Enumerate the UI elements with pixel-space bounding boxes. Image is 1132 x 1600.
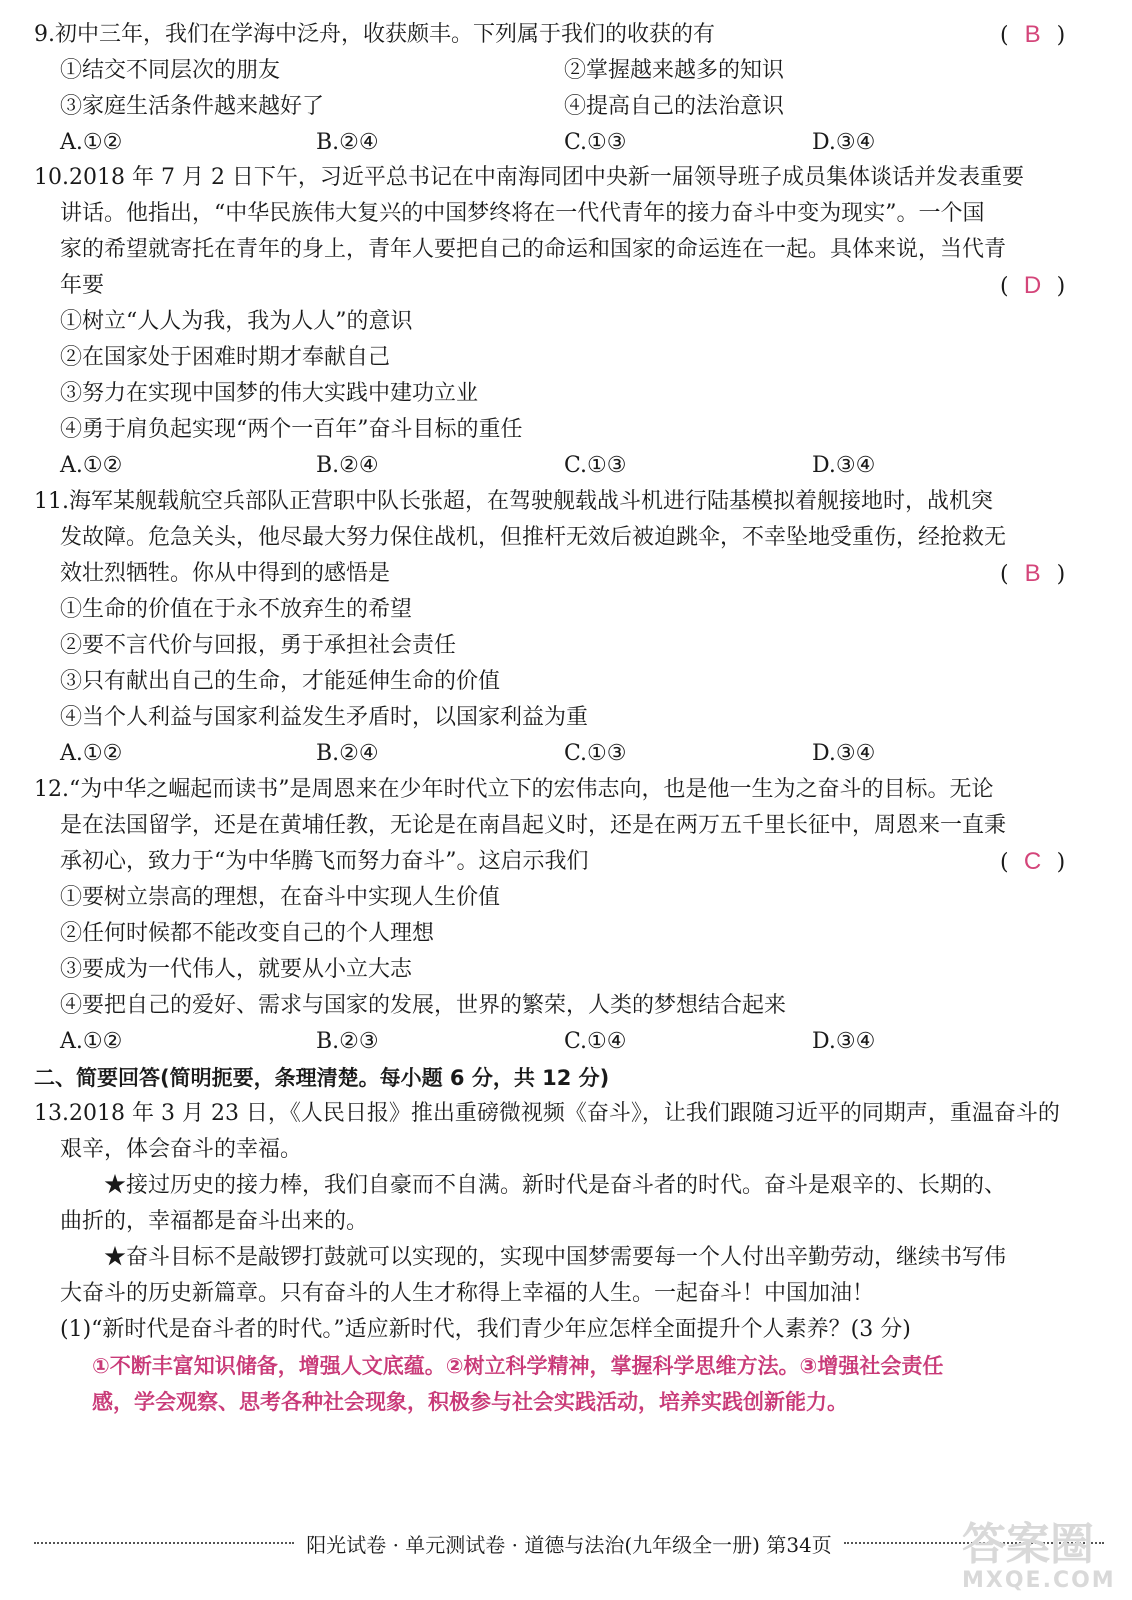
- watermark-logo: [962, 1519, 1116, 1593]
- q11-stem-line-2: 发故障。危急关头，他尽最大努力保住战机，但推杆无效后被迫跳伞，不幸坠地受重伤，经抢救无: [60, 525, 1007, 550]
- q13-para1-line-2: 曲折的，幸福都是奋斗出来的。: [60, 1209, 369, 1234]
- q12-option-c: C.①④: [564, 1029, 627, 1054]
- q11-stem-line-3: 效壮烈牺牲。你从中得到的感悟是: [60, 561, 391, 586]
- q12-stem-line-2: 是在法国留学，还是在黄埔任教，无论是在南昌起义时，还是在两万五千里长征中，周恩来一直秉: [60, 813, 1007, 838]
- watermark-url: MXQE.COM: [962, 1568, 1116, 1593]
- q9-item-2: ②掌握越来越多的知识: [564, 58, 785, 83]
- q11-option-c: C.①③: [564, 741, 627, 766]
- footer-text: 阳光试卷 · 单元测试卷 · 道德与法治(九年级全一册) 第34页: [306, 1532, 832, 1557]
- page-footer: [34, 1528, 1104, 1558]
- q10-stem-line-2: 讲话。他指出，“中华民族伟大复兴的中国梦终将在一代代青年的接力奋斗中变为现实”。一个国: [60, 201, 985, 226]
- paren-close: ): [1056, 274, 1066, 299]
- q12-option-a: A.①②: [60, 1029, 123, 1054]
- q9-answer-slot: [1000, 20, 1100, 51]
- q11-stem-line-1: 11.海军某舰载航空兵部队正营职中队长张超，在驾驶舰载战斗机进行陆基模拟着舰接地时，战机突: [34, 489, 993, 514]
- q9-item-4: ④提高自己的法治意识: [564, 94, 785, 119]
- q12-option-d: D.③④: [812, 1029, 876, 1054]
- q10-option-c: C.①③: [564, 453, 627, 478]
- q13-para2-line-1: ★奋斗目标不是敲锣打鼓就可以实现的，实现中国梦需要每一个人付出辛勤劳动，继续书写伟: [104, 1245, 1007, 1270]
- q12-item-4: ④要把自己的爱好、需求与国家的发展，世界的繁荣，人类的梦想结合起来: [60, 993, 787, 1018]
- q13-answer-line-1: ①不断丰富知识储备，增强人文底蕴。②树立科学精神，掌握科学思维方法。③增强社会责任: [92, 1354, 944, 1378]
- q9-option-d: D.③④: [812, 130, 876, 155]
- q13-subquestion-1: (1)“新时代是奋斗者的时代。”适应新时代，我们青少年应怎样全面提升个人素养？(3 分): [60, 1317, 911, 1342]
- q13-stem-line-2: 艰辛，体会奋斗的幸福。: [60, 1137, 303, 1162]
- section-heading: 二、简要回答(简明扼要，条理清楚。每小题 6 分，共 12 分): [34, 1066, 610, 1090]
- q12-option-b: B.②③: [316, 1029, 379, 1054]
- q13-para2-line-2: 大奋斗的历史新篇章。只有奋斗的人生才称得上幸福的人生。一起奋斗！中国加油！: [60, 1281, 875, 1306]
- q11-option-d: D.③④: [812, 741, 876, 766]
- q12-item-1: ①要树立崇高的理想，在奋斗中实现人生价值: [60, 885, 501, 910]
- q12-answer: C: [1023, 848, 1042, 875]
- paren-open: (: [1000, 274, 1009, 299]
- q9-option-a: A.①②: [60, 130, 123, 155]
- paren-close: ): [1056, 562, 1066, 587]
- q11-option-b: B.②④: [316, 741, 379, 766]
- paren-close: ): [1056, 23, 1066, 48]
- q10-answer-slot: [1000, 271, 1100, 302]
- q11-option-a: A.①②: [60, 741, 123, 766]
- q10-option-b: B.②④: [316, 453, 379, 478]
- footer-divider-left: [34, 1542, 294, 1544]
- q9-stem: 9.初中三年，我们在学海中泛舟，收获颇丰。下列属于我们的收获的有: [34, 22, 715, 47]
- q12-answer-slot: [1000, 847, 1100, 878]
- watermark-title: 答案圈: [962, 1519, 1094, 1570]
- q10-stem-line-4: 年要: [60, 273, 105, 298]
- q10-item-1: ①树立“人人为我，我为人人”的意识: [60, 309, 413, 334]
- q13-para1-line-1: ★接过历史的接力棒，我们自豪而不自满。新时代是奋斗者的时代。奋斗是艰辛的、长期的、: [104, 1173, 1007, 1198]
- paren-close: ): [1056, 850, 1066, 875]
- q10-option-a: A.①②: [60, 453, 123, 478]
- q10-item-3: ③努力在实现中国梦的伟大实践中建功立业: [60, 381, 479, 406]
- q10-item-2: ②在国家处于困难时期才奉献自己: [60, 345, 391, 370]
- q11-answer-slot: [1000, 559, 1100, 590]
- q13-stem-line-1: 13.2018 年 3 月 23 日，《人民日报》推出重磅微视频《奋斗》，让我们跟随习近平的同期声，重温奋斗的: [34, 1101, 1060, 1126]
- q12-item-3: ③要成为一代伟人，就要从小立大志: [60, 957, 413, 982]
- q11-answer: B: [1024, 560, 1041, 587]
- q12-stem-line-3: 承初心，致力于“为中华腾飞而努力奋斗”。这启示我们: [60, 849, 589, 874]
- q10-item-4: ④勇于肩负起实现“两个一百年”奋斗目标的重任: [60, 417, 523, 442]
- paren-open: (: [1000, 562, 1009, 587]
- paren-open: (: [1000, 850, 1009, 875]
- q12-stem-line-1: 12.“为中华之崛起而读书”是周恩来在少年时代立下的宏伟志向，也是他一生为之奋斗的目标。无论: [34, 777, 994, 802]
- q9-item-1: ①结交不同层次的朋友: [60, 58, 281, 83]
- q11-item-4: ④当个人利益与国家利益发生矛盾时，以国家利益为重: [60, 705, 589, 730]
- q11-item-1: ①生命的价值在于永不放弃生的希望: [60, 597, 413, 622]
- q9-answer: B: [1024, 21, 1041, 48]
- q9-option-c: C.①③: [564, 130, 627, 155]
- q10-answer: D: [1023, 272, 1042, 299]
- q13-answer-line-2: 感，学会观察、思考各种社会现象，积极参与社会实践活动，培养实践创新能力。: [92, 1390, 848, 1414]
- q10-stem-line-1: 10.2018 年 7 月 2 日下午，习近平总书记在中南海同团中央新一届领导班子成员集体谈话并发表重要: [34, 165, 1024, 190]
- q9-item-3: ③家庭生活条件越来越好了: [60, 94, 325, 119]
- q11-item-3: ③只有献出自己的生命，才能延伸生命的价值: [60, 669, 501, 694]
- q9-option-b: B.②④: [316, 130, 379, 155]
- q11-item-2: ②要不言代价与回报，勇于承担社会责任: [60, 633, 457, 658]
- paren-open: (: [1000, 23, 1009, 48]
- q10-option-d: D.③④: [812, 453, 876, 478]
- q10-stem-line-3: 家的希望就寄托在青年的身上，青年人要把自己的命运和国家的命运连在一起。具体来说，当代青: [60, 237, 1007, 262]
- q12-item-2: ②任何时候都不能改变自己的个人理想: [60, 921, 435, 946]
